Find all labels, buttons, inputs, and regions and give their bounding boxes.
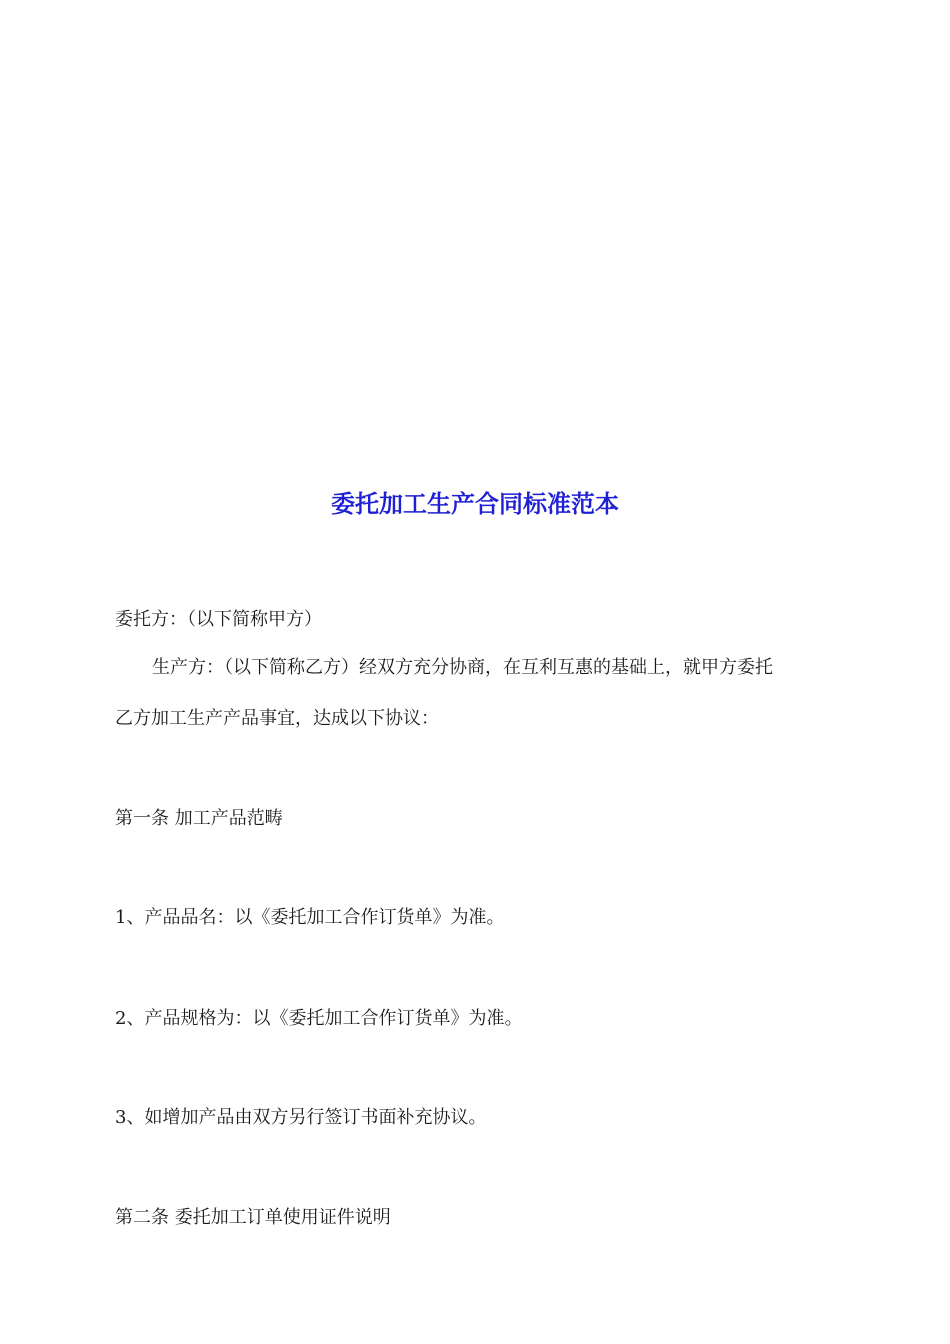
article-two-heading: 第二条 委托加工订单使用证件说明 <box>115 1207 391 1228</box>
clause-item-2: 2、产品规格为：以《委托加工合作订货单》为准。 <box>115 1008 523 1029</box>
clause-item-1: 1、产品品名：以《委托加工合作订货单》为准。 <box>115 907 505 928</box>
clause-item-3: 3、如增加产品由双方另行签订书面补充协议。 <box>115 1107 487 1128</box>
party-a-line: 委托方：（以下简称甲方） <box>115 609 322 630</box>
party-b-line: 生产方：（以下简称乙方）经双方充分协商，在互利互惠的基础上，就甲方委托 <box>152 657 773 678</box>
agreement-intro-line: 乙方加工生产产品事宜，达成以下协议： <box>115 708 439 729</box>
document-title: 委托加工生产合同标准范本 <box>331 489 619 518</box>
article-one-heading: 第一条 加工产品范畴 <box>115 808 283 829</box>
